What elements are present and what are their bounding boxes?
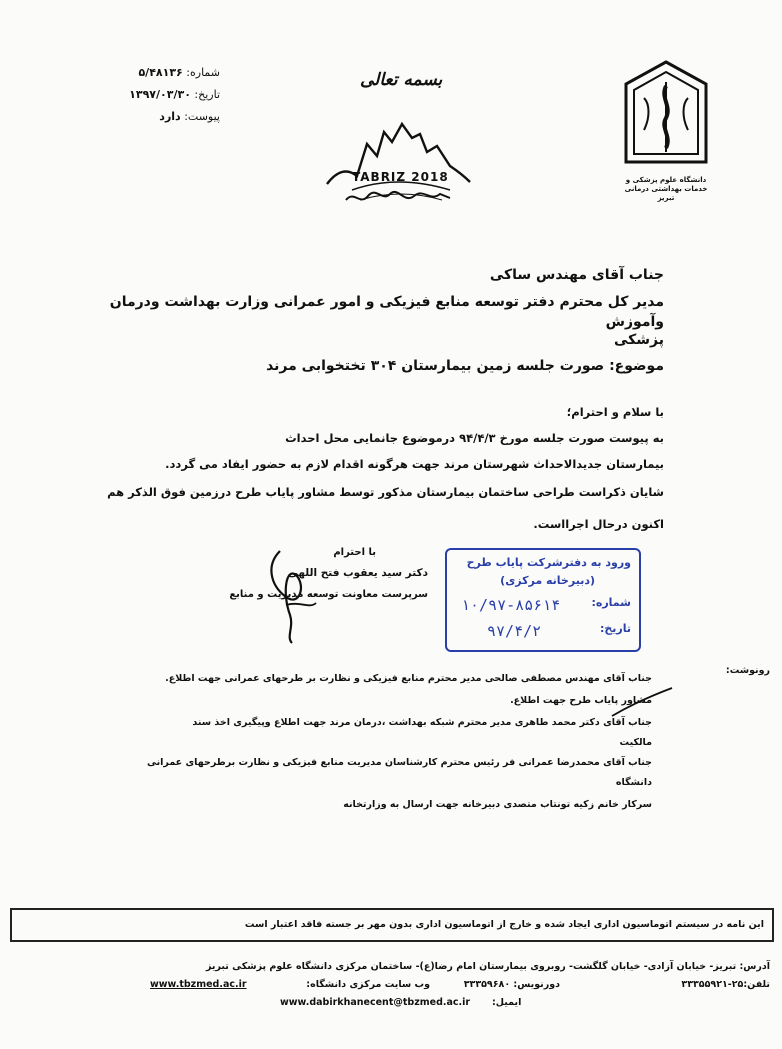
paragraph2-line1: شایان ذکراست طراحی ساختمان بیمارستان مذکور توسط مشاور پایاب طرح درزمین فوق الذکر هم xyxy=(107,485,664,499)
university-logo xyxy=(620,58,712,202)
letter-subject: موضوع: صورت جلسه زمین بیمارستان ۳۰۴ تختخوابی مرند xyxy=(266,358,664,374)
cc-list xyxy=(132,672,652,812)
stamp-date-label: تاریخ: xyxy=(599,622,631,635)
date-value: ۱۳۹۷/۰۳/۳۰ xyxy=(129,88,191,101)
signature-name: دکتر سید یعقوب فتح اللهی xyxy=(287,567,428,579)
cc-item: مالکیت xyxy=(619,737,652,748)
attachment-label: پیوست: xyxy=(184,110,220,123)
tabriz-logo-text: TABRIZ 2018 xyxy=(352,170,449,184)
recipient-name: جناب آقای مهندس ساکی xyxy=(489,267,664,283)
logo-script-mark xyxy=(344,188,454,208)
date-label: تاریخ: xyxy=(194,88,220,101)
paragraph1-line2: بیمارستان جدیدالاحداث شهرستان مرند جهت هرگونه اقدام لازم به حضور ایفاد می گردد. xyxy=(165,457,664,471)
footer-website-label: وب سایت مرکزی دانشگاه: xyxy=(306,979,430,990)
cc-item: مشاور پایاب طرح جهت اطلاع. xyxy=(510,695,652,706)
number-row xyxy=(110,66,220,80)
cc-label: رونوشت: xyxy=(725,665,770,676)
cc-check-mark-icon xyxy=(606,680,676,720)
stamp-line1: ورود به دفترشرکت پایاب طرح xyxy=(466,556,631,569)
footer-phone: تلفن:۲۵-۳۳۳۵۵۹۲۱ xyxy=(681,979,770,990)
stamp-date-value: ۹۷/۴/۲ xyxy=(487,622,542,640)
receipt-stamp xyxy=(445,548,641,652)
signature-closing: با احترام xyxy=(333,547,376,558)
signature-block xyxy=(229,545,436,645)
footer-contact-row xyxy=(150,978,770,992)
paragraph2-line2: اکنون درحال اجرااست. xyxy=(533,517,664,531)
footer-email-label: ایمیل: xyxy=(492,997,522,1008)
cc-item: جناب آقای دکتر محمد طاهری مدیر محترم شبکه بهداشت ،درمان مرند جهت اطلاع وپیگیری اخذ سند xyxy=(192,717,652,728)
university-caption: دانشگاه علوم پزشکی و خدمات بهداشتی درمانی تبریز xyxy=(624,176,708,202)
letter-meta xyxy=(110,66,220,124)
footer-website-link[interactable]: www.tbzmed.ac.ir xyxy=(150,979,247,990)
recipient-title-line2: پزشکی xyxy=(613,332,664,348)
handwritten-signature-icon xyxy=(256,545,336,645)
stamp-number-value: ۱۰/۹۷-۸۵۶۱۴ xyxy=(461,596,561,614)
footer-notice-box xyxy=(10,908,774,942)
date-row xyxy=(110,88,220,102)
recipient-title-line1: مدیر کل محترم دفتر توسعه منابع فیزیکی و امور عمرانی وزارت بهداشت ودرمان وآموزش xyxy=(109,294,664,330)
footer-email-row xyxy=(280,996,522,1010)
cc-item: جناب آقای محمدرضا عمرانی فر رئیس محترم کارشناسان مدیریت منابع فیزیکی و نظارت برطرحهای عمرانی xyxy=(146,757,652,768)
number-value: ۵/۴۸۱۳۶ xyxy=(138,66,183,79)
attachment-value: دارد xyxy=(159,110,181,123)
footer-notice: این نامه در سیستم اتوماسیون اداری ایجاد شده و خارج از اتوماسیون اداری بدون مهر بر جسته فاقد اعتبار است xyxy=(244,919,764,930)
footer-fax: دورنویس: ۳۳۳۵۹۶۸۰ xyxy=(463,979,560,990)
tabriz-2018-logo xyxy=(322,60,472,225)
attachment-row xyxy=(110,110,220,124)
university-emblem-icon xyxy=(620,58,712,170)
signature-title: سرپرست معاونت توسعه مدیریت و منابع xyxy=(229,589,428,600)
number-label: شماره: xyxy=(186,66,220,79)
paragraph1-line1: به پیوست صورت جلسه مورخ ۹۴/۴/۳ درموضوع جانمایی محل احداث xyxy=(285,431,664,445)
cc-item: جناب آقای مهندس مصطفی صالحی مدیر محترم منابع فیزیکی و نظارت بر طرحهای عمرانی جهت اطلاع. xyxy=(165,673,652,684)
footer-address: آدرس: تبریز- خیابان آزادی- خیابان گلگشت- روبروی بیمارستان امام رضا(ع)- ساختمان مرکزی دانشگاه علوم پزشکی تبریز xyxy=(205,961,770,972)
footer-email-link[interactable]: www.dabirkhanecent@tbzmed.ac.ir xyxy=(280,997,471,1008)
stamp-line2: (دبیرخانه مرکزی) xyxy=(500,574,595,587)
basmala: بسمه تعالی xyxy=(360,70,443,90)
cc-item: دانشگاه xyxy=(615,777,652,788)
stamp-number-label: شماره: xyxy=(591,596,631,609)
greeting: با سلام و احترام؛ xyxy=(566,405,664,419)
cc-item: سرکار خانم زکیه تونتاب متصدی دبیرخانه جهت ارسال به وزارتخانه xyxy=(343,799,652,810)
